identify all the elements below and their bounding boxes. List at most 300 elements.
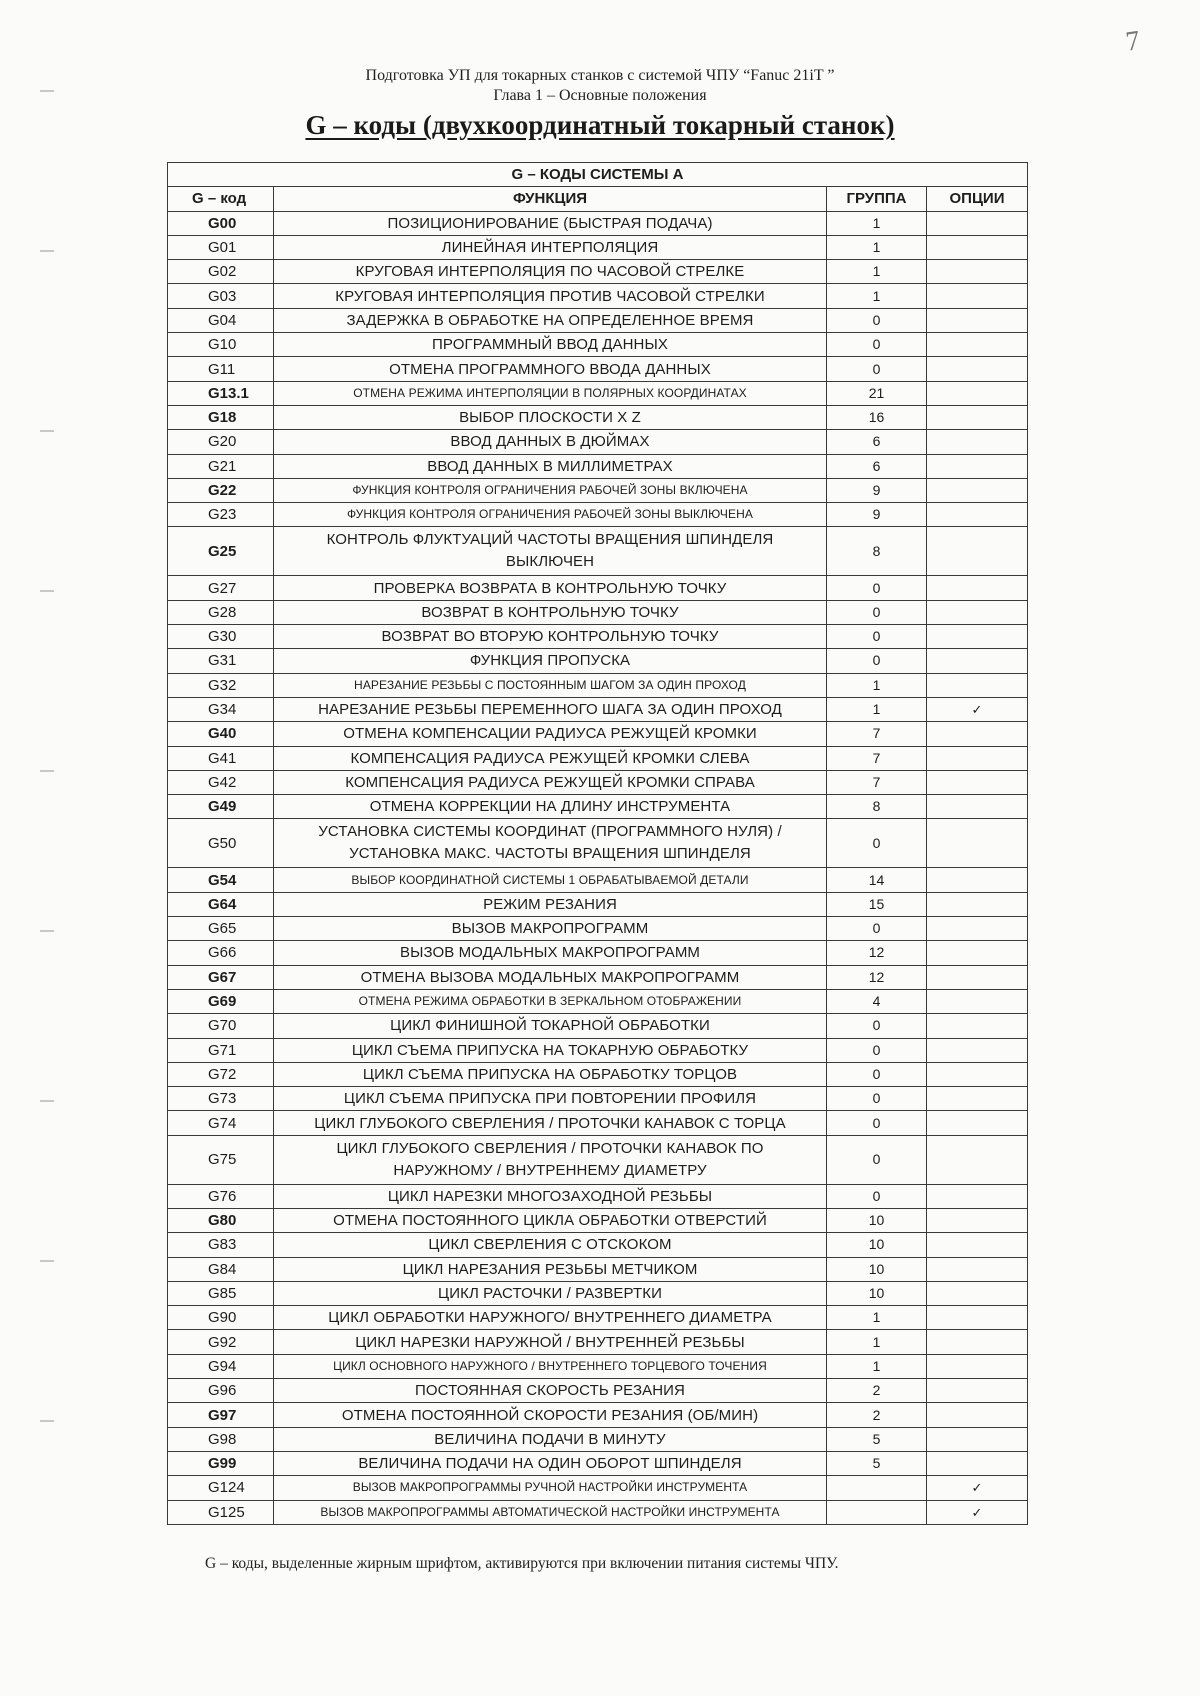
- option-cell: [927, 941, 1028, 965]
- function-text: НАРЕЗАНИЕ РЕЗЬБЫ С ПОСТОЯННЫМ ШАГОМ ЗА ОДИН ПРОХОД: [354, 677, 746, 692]
- function-cell: [274, 600, 827, 624]
- function-cell: [274, 1135, 827, 1184]
- function-text: РЕЖИМ РЕЗАНИЯ: [483, 895, 617, 913]
- table-row: [168, 1379, 1028, 1403]
- function-cell: [274, 1451, 827, 1475]
- group-cell: 0: [827, 1087, 927, 1111]
- g-code-cell: G96: [168, 1379, 274, 1403]
- table-row: [168, 1403, 1028, 1427]
- group-cell: 0: [827, 600, 927, 624]
- table-row: [168, 1354, 1028, 1378]
- option-cell: [927, 1306, 1028, 1330]
- group-cell: 10: [827, 1281, 927, 1305]
- option-cell: [927, 1135, 1028, 1184]
- column-header-function: ФУНКЦИЯ: [274, 187, 827, 211]
- table-row: [168, 430, 1028, 454]
- table-row: [168, 1111, 1028, 1135]
- g-code-cell: G125: [168, 1500, 274, 1524]
- option-cell: [927, 965, 1028, 989]
- column-header-code: G – код: [168, 187, 274, 211]
- table-row: [168, 1257, 1028, 1281]
- function-cell: [274, 746, 827, 770]
- function-cell: [274, 1062, 827, 1086]
- function-text: УСТАНОВКА СИСТЕМЫ КООРДИНАТ (ПРОГРАММНОГО НУЛЯ) /: [318, 823, 782, 841]
- function-text: ПРОГРАММНЫЙ ВВОД ДАННЫХ: [432, 336, 668, 354]
- table-row: [168, 892, 1028, 916]
- function-text-line-2: ВЫКЛЮЧЕН: [505, 553, 595, 571]
- group-cell: 10: [827, 1208, 927, 1232]
- g-code-cell: G74: [168, 1111, 274, 1135]
- g-code-cell: G72: [168, 1062, 274, 1086]
- table-row: [168, 770, 1028, 794]
- function-text: ВЫЗОВ МАКРОПРОГРАММ: [451, 920, 649, 938]
- group-cell: 0: [827, 649, 927, 673]
- table-row: [168, 211, 1028, 235]
- g-code-cell: G124: [168, 1476, 274, 1500]
- group-cell: 9: [827, 503, 927, 527]
- function-cell: [274, 527, 827, 576]
- column-header-row: [168, 187, 1028, 211]
- group-cell: 7: [827, 746, 927, 770]
- group-cell: 0: [827, 333, 927, 357]
- option-cell: [927, 1281, 1028, 1305]
- g-code-cell: G90: [168, 1306, 274, 1330]
- group-cell: 0: [827, 1062, 927, 1086]
- option-cell: [927, 503, 1028, 527]
- group-cell: 1: [827, 673, 927, 697]
- table-row: [168, 649, 1028, 673]
- table-row: [168, 673, 1028, 697]
- g-code-cell: G49: [168, 795, 274, 819]
- checkmark-icon: ✓: [927, 697, 1028, 721]
- group-cell: 5: [827, 1451, 927, 1475]
- function-text: ВЫЗОВ МАКРОПРОГРАММЫ АВТОМАТИЧЕСКОЙ НАСТРОЙКИ ИНСТРУМЕНТА: [320, 1504, 780, 1519]
- option-cell: [927, 357, 1028, 381]
- group-cell: 1: [827, 235, 927, 259]
- function-cell: [274, 1427, 827, 1451]
- option-cell: [927, 454, 1028, 478]
- margin-mark: [40, 250, 54, 252]
- function-cell: [274, 308, 827, 332]
- option-cell: [927, 1111, 1028, 1135]
- group-cell: 0: [827, 357, 927, 381]
- option-cell: [927, 770, 1028, 794]
- table-row: [168, 527, 1028, 576]
- table-row: [168, 795, 1028, 819]
- group-cell: 1: [827, 211, 927, 235]
- function-cell: [274, 333, 827, 357]
- function-cell: [274, 625, 827, 649]
- g-code-cell: G98: [168, 1427, 274, 1451]
- function-cell: [274, 1354, 827, 1378]
- function-cell: [274, 1306, 827, 1330]
- table-row: [168, 1135, 1028, 1184]
- option-cell: [927, 211, 1028, 235]
- function-text: ЦИКЛ ОСНОВНОГО НАРУЖНОГО / ВНУТРЕННЕГО ТОРЦЕВОГО ТОЧЕНИЯ: [333, 1358, 767, 1373]
- g-code-cell: G31: [168, 649, 274, 673]
- table-body: [168, 211, 1028, 1524]
- function-cell: [274, 284, 827, 308]
- function-text: ФУНКЦИЯ КОНТРОЛЯ ОГРАНИЧЕНИЯ РАБОЧЕЙ ЗОНЫ ВЫКЛЮЧЕНА: [346, 507, 754, 522]
- option-cell: [927, 746, 1028, 770]
- table-row: [168, 381, 1028, 405]
- table-row: [168, 917, 1028, 941]
- group-cell: 15: [827, 892, 927, 916]
- g-code-cell: G02: [168, 260, 274, 284]
- function-text: ЦИКЛ ФИНИШНОЙ ТОКАРНОЙ ОБРАБОТКИ: [390, 1017, 710, 1035]
- page-title: G – коды (двухкоординатный токарный станок): [305, 110, 895, 140]
- option-cell: [927, 308, 1028, 332]
- function-cell: [274, 1208, 827, 1232]
- g-code-cell: G20: [168, 430, 274, 454]
- option-cell: [927, 892, 1028, 916]
- option-cell: [927, 1451, 1028, 1475]
- table-row: [168, 1087, 1028, 1111]
- option-cell: [927, 1257, 1028, 1281]
- function-cell: [274, 381, 827, 405]
- table-row: [168, 454, 1028, 478]
- table-row: [168, 746, 1028, 770]
- group-cell: 6: [827, 430, 927, 454]
- function-text: ЦИКЛ СЪЕМА ПРИПУСКА НА ОБРАБОТКУ ТОРЦОВ: [362, 1065, 738, 1083]
- option-cell: [927, 235, 1028, 259]
- margin-mark: [40, 1260, 54, 1262]
- function-text: ЦИКЛ СЪЕМА ПРИПУСКА НА ТОКАРНУЮ ОБРАБОТКУ: [351, 1041, 749, 1059]
- function-cell: [274, 478, 827, 502]
- group-cell: 7: [827, 770, 927, 794]
- function-text: ЗАДЕРЖКА В ОБРАБОТКЕ НА ОПРЕДЕЛЕННОЕ ВРЕМЯ: [346, 311, 754, 329]
- group-cell: 1: [827, 697, 927, 721]
- g-code-cell: G04: [168, 308, 274, 332]
- function-text: ВОЗВРАТ В КОНТРОЛЬНУЮ ТОЧКУ: [421, 603, 679, 621]
- function-text: ВЫЗОВ МОДАЛЬНЫХ МАКРОПРОГРАММ: [399, 944, 701, 962]
- column-header-options: ОПЦИИ: [927, 187, 1028, 211]
- function-text-line-2: УСТАНОВКА МАКС. ЧАСТОТЫ ВРАЩЕНИЯ ШПИНДЕЛЯ: [349, 845, 751, 863]
- group-cell: 2: [827, 1403, 927, 1427]
- g-code-cell: G21: [168, 454, 274, 478]
- function-text: НАРЕЗАНИЕ РЕЗЬБЫ ПЕРЕМЕННОГО ШАГА ЗА ОДИН ПРОХОД: [318, 701, 782, 719]
- group-cell: 0: [827, 1135, 927, 1184]
- function-cell: [274, 892, 827, 916]
- page-header: [0, 66, 1200, 106]
- function-text: ЦИКЛ НАРЕЗАНИЯ РЕЗЬБЫ МЕТЧИКОМ: [402, 1260, 698, 1278]
- function-text: ЛИНЕЙНАЯ ИНТЕРПОЛЯЦИЯ: [441, 239, 659, 257]
- margin-mark: [40, 1420, 54, 1422]
- function-text: ОТМЕНА ПОСТОЯННОГО ЦИКЛА ОБРАБОТКИ ОТВЕРСТИЙ: [333, 1212, 767, 1230]
- table-row: [168, 868, 1028, 892]
- function-cell: [274, 357, 827, 381]
- option-cell: [927, 478, 1028, 502]
- table-row: [168, 965, 1028, 989]
- function-text: ФУНКЦИЯ ПРОПУСКА: [469, 652, 631, 670]
- table-row: [168, 1208, 1028, 1232]
- function-cell: [274, 989, 827, 1013]
- system-title: G – КОДЫ СИСТЕМЫ А: [168, 163, 1028, 187]
- g-code-cell: G10: [168, 333, 274, 357]
- function-cell: [274, 1379, 827, 1403]
- function-cell: [274, 649, 827, 673]
- g-code-cell: G03: [168, 284, 274, 308]
- group-cell: 12: [827, 941, 927, 965]
- function-text: КОНТРОЛЬ ФЛУКТУАЦИЙ ЧАСТОТЫ ВРАЩЕНИЯ ШПИНДЕЛЯ: [326, 531, 774, 549]
- table-row: [168, 260, 1028, 284]
- function-text: ОТМЕНА ВЫЗОВА МОДАЛЬНЫХ МАКРОПРОГРАММ: [360, 968, 740, 986]
- function-cell: [274, 770, 827, 794]
- table-row: [168, 1451, 1028, 1475]
- function-cell: [274, 1476, 827, 1500]
- function-text: ОТМЕНА ПРОГРАММНОГО ВВОДА ДАННЫХ: [389, 360, 711, 378]
- option-cell: [927, 405, 1028, 429]
- group-cell: 0: [827, 625, 927, 649]
- option-cell: [927, 527, 1028, 576]
- group-cell: 0: [827, 308, 927, 332]
- table-row: [168, 357, 1028, 381]
- group-cell: 7: [827, 722, 927, 746]
- function-cell: [274, 503, 827, 527]
- table-row: [168, 1476, 1028, 1500]
- page-number: 7: [1123, 25, 1143, 58]
- function-text: ПОЗИЦИОНИРОВАНИЕ (БЫСТРАЯ ПОДАЧА): [387, 214, 713, 232]
- function-text: ПОСТОЯННАЯ СКОРОСТЬ РЕЗАНИЯ: [415, 1382, 685, 1400]
- group-cell: 16: [827, 405, 927, 429]
- g-code-cell: G94: [168, 1354, 274, 1378]
- group-cell: 8: [827, 527, 927, 576]
- option-cell: [927, 576, 1028, 600]
- table-row: [168, 503, 1028, 527]
- function-text: ФУНКЦИЯ КОНТРОЛЯ ОГРАНИЧЕНИЯ РАБОЧЕЙ ЗОНЫ ВКЛЮЧЕНА: [352, 483, 748, 497]
- column-header-group: ГРУППА: [827, 187, 927, 211]
- function-text: ВЕЛИЧИНА ПОДАЧИ В МИНУТУ: [434, 1430, 666, 1448]
- table-row: [168, 941, 1028, 965]
- group-cell: 6: [827, 454, 927, 478]
- g-code-cell: G22: [168, 478, 274, 502]
- option-cell: [927, 1354, 1028, 1378]
- table-row: [168, 1427, 1028, 1451]
- option-cell: [927, 600, 1028, 624]
- function-cell: [274, 1184, 827, 1208]
- option-cell: [927, 381, 1028, 405]
- g-code-cell: G54: [168, 868, 274, 892]
- table-row: [168, 625, 1028, 649]
- g-code-cell: G64: [168, 892, 274, 916]
- g-code-cell: G01: [168, 235, 274, 259]
- margin-mark: [40, 430, 54, 432]
- function-cell: [274, 211, 827, 235]
- g-code-cell: G40: [168, 722, 274, 746]
- function-cell: [274, 1111, 827, 1135]
- group-cell: 1: [827, 260, 927, 284]
- table-row: [168, 1281, 1028, 1305]
- checkmark-icon: ✓: [927, 1500, 1028, 1524]
- function-text: КРУГОВАЯ ИНТЕРПОЛЯЦИЯ ПРОТИВ ЧАСОВОЙ СТРЕЛКИ: [335, 287, 765, 305]
- function-cell: [274, 673, 827, 697]
- group-cell: 14: [827, 868, 927, 892]
- g-code-cell: G97: [168, 1403, 274, 1427]
- g-code-cell: G73: [168, 1087, 274, 1111]
- group-cell: 9: [827, 478, 927, 502]
- option-cell: [927, 625, 1028, 649]
- g-code-cell: G92: [168, 1330, 274, 1354]
- g-codes-table: [167, 162, 1028, 1525]
- option-cell: [927, 722, 1028, 746]
- function-cell: [274, 697, 827, 721]
- option-cell: [927, 1330, 1028, 1354]
- margin-mark: [40, 590, 54, 592]
- g-code-cell: G67: [168, 965, 274, 989]
- g-code-cell: G28: [168, 600, 274, 624]
- margin-mark: [40, 770, 54, 772]
- g-code-cell: G11: [168, 357, 274, 381]
- option-cell: [927, 1233, 1028, 1257]
- g-code-cell: G18: [168, 405, 274, 429]
- table-row: [168, 1038, 1028, 1062]
- g-code-cell: G27: [168, 576, 274, 600]
- function-text: ВВОД ДАННЫХ В ДЮЙМАХ: [450, 433, 650, 451]
- group-cell: 0: [827, 1014, 927, 1038]
- function-cell: [274, 1233, 827, 1257]
- function-cell: [274, 917, 827, 941]
- function-cell: [274, 430, 827, 454]
- g-code-cell: G25: [168, 527, 274, 576]
- option-cell: [927, 260, 1028, 284]
- table-row: [168, 1062, 1028, 1086]
- group-cell: 0: [827, 1184, 927, 1208]
- g-code-cell: G65: [168, 917, 274, 941]
- function-text-line-2: НАРУЖНОМУ / ВНУТРЕННЕМУ ДИАМЕТРУ: [393, 1161, 707, 1179]
- group-cell: 10: [827, 1257, 927, 1281]
- group-cell: 0: [827, 576, 927, 600]
- table-row: [168, 576, 1028, 600]
- footnote: G – коды, выделенные жирным шрифтом, активируются при включении питания системы ЧПУ.: [205, 1555, 839, 1572]
- group-cell: 0: [827, 1038, 927, 1062]
- function-cell: [274, 868, 827, 892]
- group-cell: [827, 1476, 927, 1500]
- g-code-cell: G34: [168, 697, 274, 721]
- function-cell: [274, 941, 827, 965]
- function-text: ОТМЕНА КОМПЕНСАЦИИ РАДИУСА РЕЖУЩЕЙ КРОМКИ: [343, 725, 757, 743]
- function-text: ЦИКЛ СЪЕМА ПРИПУСКА ПРИ ПОВТОРЕНИИ ПРОФИЛЯ: [343, 1090, 757, 1108]
- checkmark-icon: ✓: [927, 1476, 1028, 1500]
- function-text: ВЫБОР КООРДИНАТНОЙ СИСТЕМЫ 1 ОБРАБАТЫВАЕМОЙ ДЕТАЛИ: [351, 872, 749, 887]
- g-code-cell: G99: [168, 1451, 274, 1475]
- g-code-cell: G71: [168, 1038, 274, 1062]
- option-cell: [927, 868, 1028, 892]
- function-cell: [274, 1038, 827, 1062]
- function-cell: [274, 965, 827, 989]
- table-row: [168, 405, 1028, 429]
- function-text: КОМПЕНСАЦИЯ РАДИУСА РЕЖУЩЕЙ КРОМКИ СЛЕВА: [350, 749, 750, 767]
- table-row: [168, 284, 1028, 308]
- function-text: ВЫБОР ПЛОСКОСТИ X Z: [459, 409, 641, 427]
- function-cell: [274, 235, 827, 259]
- function-cell: [274, 1087, 827, 1111]
- group-cell: 0: [827, 1111, 927, 1135]
- option-cell: [927, 1038, 1028, 1062]
- g-code-cell: G84: [168, 1257, 274, 1281]
- option-cell: [927, 649, 1028, 673]
- function-text: ЦИКЛ ГЛУБОКОГО СВЕРЛЕНИЯ / ПРОТОЧКИ КАНАВОК С ТОРЦА: [314, 1114, 786, 1132]
- group-cell: 4: [827, 989, 927, 1013]
- table-row: [168, 333, 1028, 357]
- table-row: [168, 989, 1028, 1013]
- g-code-cell: G80: [168, 1208, 274, 1232]
- function-cell: [274, 1403, 827, 1427]
- function-cell: [274, 795, 827, 819]
- header-line-1: Подготовка УП для токарных станков с системой ЧПУ “Fanuc 21iT ”: [365, 67, 835, 84]
- group-cell: 21: [827, 381, 927, 405]
- option-cell: [927, 1208, 1028, 1232]
- g-code-cell: G23: [168, 503, 274, 527]
- table-row: [168, 1500, 1028, 1524]
- function-text: ПРОВЕРКА ВОЗВРАТА В КОНТРОЛЬНУЮ ТОЧКУ: [373, 579, 727, 597]
- function-text: ЦИКЛ НАРЕЗКИ МНОГОЗАХОДНОЙ РЕЗЬБЫ: [387, 1187, 713, 1205]
- function-cell: [274, 722, 827, 746]
- option-cell: [927, 1427, 1028, 1451]
- function-text: ОТМЕНА РЕЖИМА ОБРАБОТКИ В ЗЕРКАЛЬНОМ ОТОБРАЖЕНИИ: [358, 994, 742, 1009]
- group-cell: 2: [827, 1379, 927, 1403]
- group-cell: 5: [827, 1427, 927, 1451]
- function-cell: [274, 576, 827, 600]
- g-code-cell: G50: [168, 819, 274, 868]
- table-row: [168, 1306, 1028, 1330]
- group-cell: 12: [827, 965, 927, 989]
- group-cell: 8: [827, 795, 927, 819]
- function-cell: [274, 260, 827, 284]
- option-cell: [927, 1184, 1028, 1208]
- function-text: ВОЗВРАТ ВО ВТОРУЮ КОНТРОЛЬНУЮ ТОЧКУ: [381, 628, 719, 646]
- table-row: [168, 1184, 1028, 1208]
- function-cell: [274, 454, 827, 478]
- function-text: ЦИКЛ РАСТОЧКИ / РАЗВЕРТКИ: [438, 1285, 662, 1303]
- group-cell: 1: [827, 1330, 927, 1354]
- group-cell: 1: [827, 1354, 927, 1378]
- option-cell: [927, 819, 1028, 868]
- function-cell: [274, 405, 827, 429]
- g-code-cell: G83: [168, 1233, 274, 1257]
- table-row: [168, 308, 1028, 332]
- option-cell: [927, 1379, 1028, 1403]
- option-cell: [927, 1403, 1028, 1427]
- function-text: ВЫЗОВ МАКРОПРОГРАММЫ РУЧНОЙ НАСТРОЙКИ ИНСТРУМЕНТА: [352, 1480, 748, 1495]
- option-cell: [927, 1087, 1028, 1111]
- function-text: КРУГОВАЯ ИНТЕРПОЛЯЦИЯ ПО ЧАСОВОЙ СТРЕЛКЕ: [355, 263, 745, 281]
- function-cell: [274, 819, 827, 868]
- table-row: [168, 1014, 1028, 1038]
- option-cell: [927, 795, 1028, 819]
- function-text: ЦИКЛ НАРЕЗКИ НАРУЖНОЙ / ВНУТРЕННЕЙ РЕЗЬБЫ: [355, 1333, 745, 1351]
- function-text: ЦИКЛ СВЕРЛЕНИЯ С ОТСКОКОМ: [428, 1236, 672, 1254]
- function-cell: [274, 1330, 827, 1354]
- table-row: [168, 819, 1028, 868]
- function-text: ОТМЕНА РЕЖИМА ИНТЕРПОЛЯЦИИ В ПОЛЯРНЫХ КООРДИНАТАХ: [353, 385, 747, 400]
- option-cell: [927, 430, 1028, 454]
- g-code-cell: G30: [168, 625, 274, 649]
- function-text: ЦИКЛ ОБРАБОТКИ НАРУЖНОГО/ ВНУТРЕННЕГО ДИАМЕТРА: [328, 1309, 772, 1327]
- g-code-cell: G00: [168, 211, 274, 235]
- margin-mark: [40, 90, 54, 92]
- option-cell: [927, 1062, 1028, 1086]
- function-text: ЦИКЛ ГЛУБОКОГО СВЕРЛЕНИЯ / ПРОТОЧКИ КАНАВОК ПО: [336, 1139, 764, 1157]
- function-cell: [274, 1500, 827, 1524]
- g-code-cell: G42: [168, 770, 274, 794]
- function-cell: [274, 1281, 827, 1305]
- option-cell: [927, 989, 1028, 1013]
- group-cell: 1: [827, 284, 927, 308]
- option-cell: [927, 917, 1028, 941]
- function-text: КОМПЕНСАЦИЯ РАДИУСА РЕЖУЩЕЙ КРОМКИ СПРАВА: [345, 773, 755, 791]
- option-cell: [927, 673, 1028, 697]
- g-code-cell: G13.1: [168, 381, 274, 405]
